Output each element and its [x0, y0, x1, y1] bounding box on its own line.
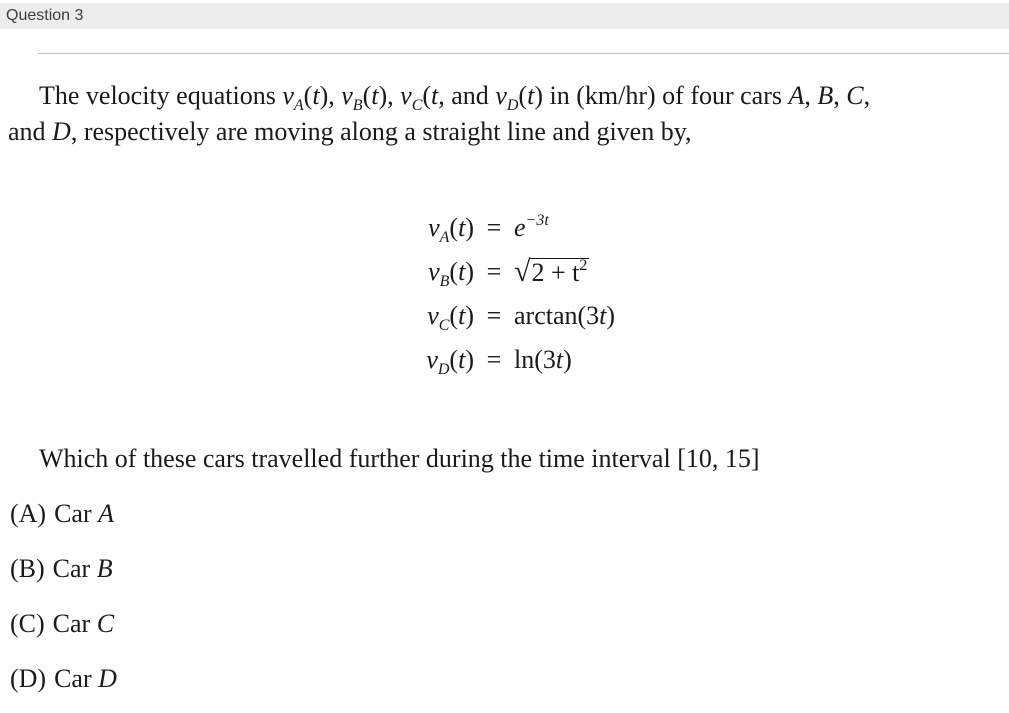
- equation-vC: $v_C(t)$ = arctan(3t): [427, 301, 616, 334]
- answer-option-b[interactable]: (B) Car B: [10, 554, 113, 583]
- option-label: (C): [10, 609, 45, 638]
- problem-statement: [8, 78, 1003, 150]
- problem-line-1: The velocity equations $v_A(t)$, $v_B(t)$, $v_C(t$, and $v_D(t)$ in (km/hr) of four cars A, B, C,: [39, 81, 871, 114]
- option-label: (A): [10, 499, 47, 528]
- option-label: (D): [10, 664, 47, 693]
- answer-option-a[interactable]: (A) Car A: [10, 499, 115, 528]
- option-label: (B): [10, 554, 45, 583]
- square-root: √ $2 + t^2$: [514, 254, 588, 288]
- problem-line-2: and D, respectively are moving along a straight line and given by,: [8, 117, 692, 146]
- equation-vB: $v_B(t)$ = √ $2 + t^2$: [428, 254, 588, 290]
- answer-option-c[interactable]: (C) Car C: [10, 609, 115, 638]
- velocity-equations: [300, 206, 700, 382]
- equation-vD: $v_D(t)$ = ln(3t): [426, 345, 572, 378]
- header-divider: [38, 53, 1009, 54]
- equation-vA: $v_A(t)$ = $e^{-3t}$: [428, 212, 549, 246]
- answer-option-d[interactable]: (D) Car D: [10, 664, 117, 693]
- question-number: Question 3: [6, 7, 84, 24]
- question-header: [0, 3, 1009, 29]
- question-prompt: Which of these cars travelled further during the time interval [10, 15]: [39, 444, 760, 473]
